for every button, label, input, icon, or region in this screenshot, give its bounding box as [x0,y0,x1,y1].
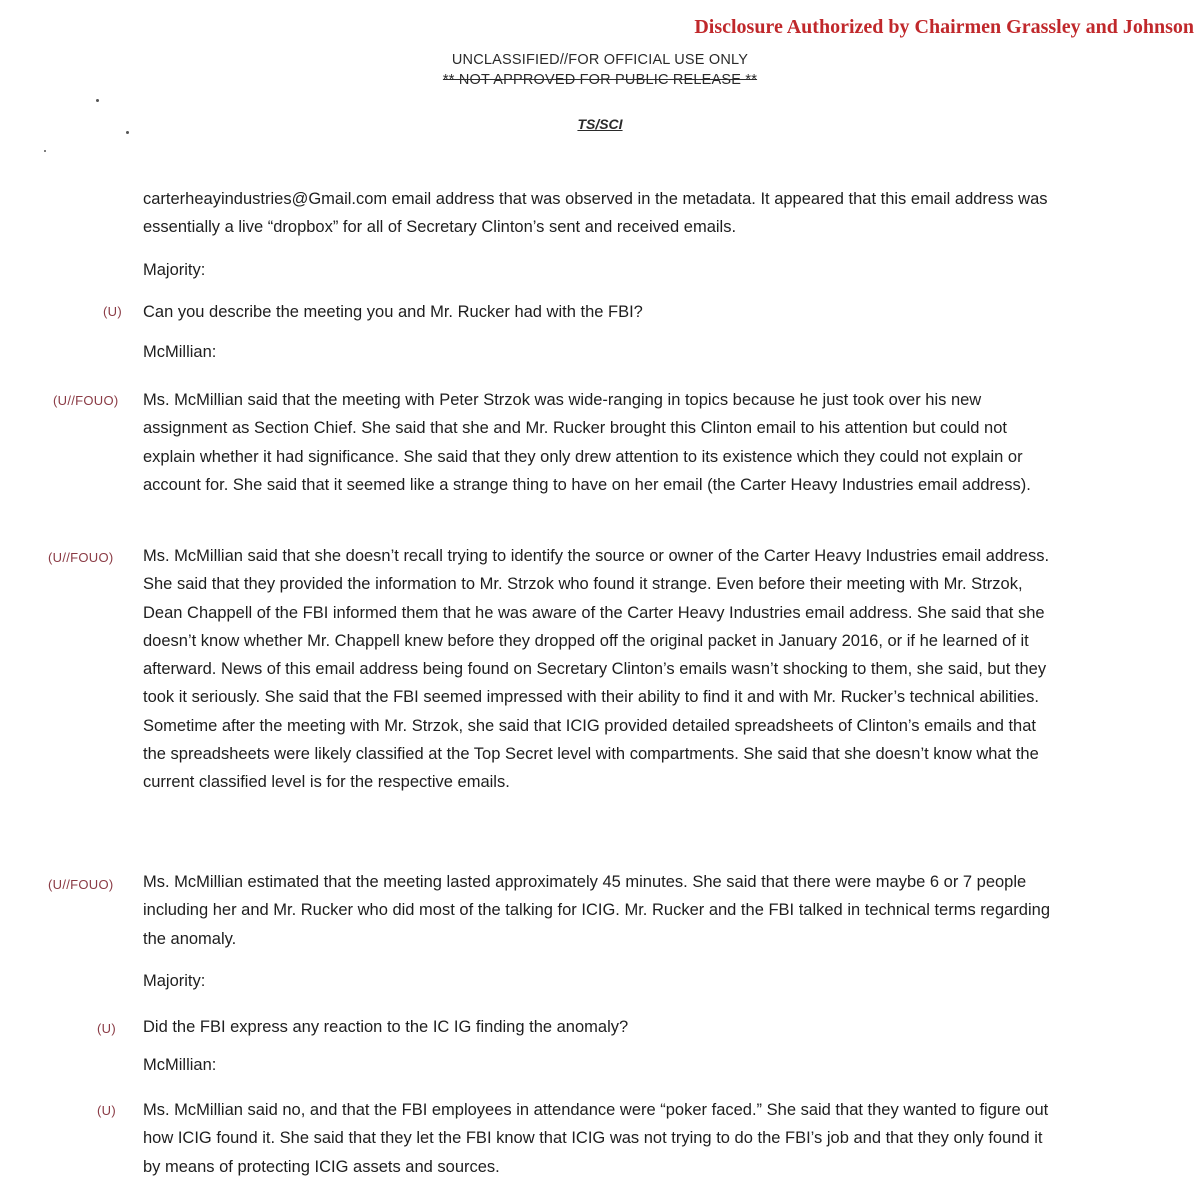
answer-paragraph: Ms. McMillian said that the meeting with Peter Strzok was wide-ranging in topics because he just took over his new assignment as Section Chief. She said that she and Mr. Rucker brought this Clinton email to his attention but could not explain whether it had significance. She said that they only drew attention to its existence which they could not explain or account for. She said that it seemed like a strange thing to have on her email (the Carter Heavy Industries email address). [143,391,1031,494]
portion-marking: (U) [103,304,122,319]
question: Can you describe the meeting you and Mr. Rucker had with the FBI? [143,303,643,321]
speaker-label: Majority: [143,261,206,279]
speaker-label: McMillian: [143,1056,217,1074]
answer-paragraph: Ms. McMillian estimated that the meeting lasted approximately 45 minutes. She said that there were maybe 6 or 7 people including her and Mr. Rucker who did most of the talking for ICIG. Mr. Rucker and the FBI talked in technical terms regarding the anomaly. [143,873,1051,948]
speaker-label: Majority: [143,972,206,990]
portion-marking: (U//FOUO) [53,393,119,408]
scan-speck [44,150,46,152]
answer-paragraph: Ms. McMillian said no, and that the FBI employees in attendance were “poker faced.” She said that they wanted to figure out how ICIG found it. She said that they let the FBI know that ICIG was not trying to do the FBI’s job and that they only found it by means of protecting ICIG assets and sources. [143,1101,1049,1176]
portion-marking: (U//FOUO) [48,550,114,565]
classification-line: UNCLASSIFIED//FOR OFFICIAL USE ONLY [451,52,749,68]
question: Did the FBI express any reaction to the IC IG finding the anomaly? [143,1018,629,1036]
answer-paragraph: Ms. McMillian said that she doesn’t recall trying to identify the source or owner of the Carter Heavy Industries email address. She said that they provided the information to Mr. Strzok who found it strange. Even before their meeting with Mr. Strzok, Dean Chappell of the FBI informed them that he was aware of the Carter Heavy Industries email address. She said that she doesn’t know whether Mr. Chappell knew before they dropped off the original packet in January 2016, or if he learned of it afterward. News of this email address being found on Secretary Clinton’s emails wasn’t shocking to them, she said, but they took it seriously. She said that the FBI seemed impressed with their ability to find it and with Mr. Rucker’s technical abilities. Sometime after the meeting with Mr. Strzok, she said that ICIG provided detailed spreadsheets of Clinton’s emails and that the spreadsheets were likely classified at the Top Secret level with compartments. She said that she doesn’t know what the current classified level is for the respective emails. [143,547,1050,792]
classification-level: TS/SCI [577,116,623,132]
portion-marking: (U) [97,1021,116,1036]
scan-speck [96,99,99,102]
portion-marking: (U//FOUO) [48,877,114,892]
speaker-label: McMillian: [143,343,217,361]
classification-banner [0,50,1200,90]
disclosure-stamp: Disclosure Authorized by Chairmen Grassley and Johnson [694,16,1194,38]
scan-speck [126,131,129,134]
release-line: ** NOT APPROVED FOR PUBLIC RELEASE ** [442,72,758,88]
portion-marking: (U) [97,1103,116,1118]
paragraph-intro: carterheayindustries@Gmail.com email address that was observed in the metadata. It appeared that this email address was essentially a live “dropbox” for all of Secretary Clinton’s sent and received emails. [143,190,1048,237]
